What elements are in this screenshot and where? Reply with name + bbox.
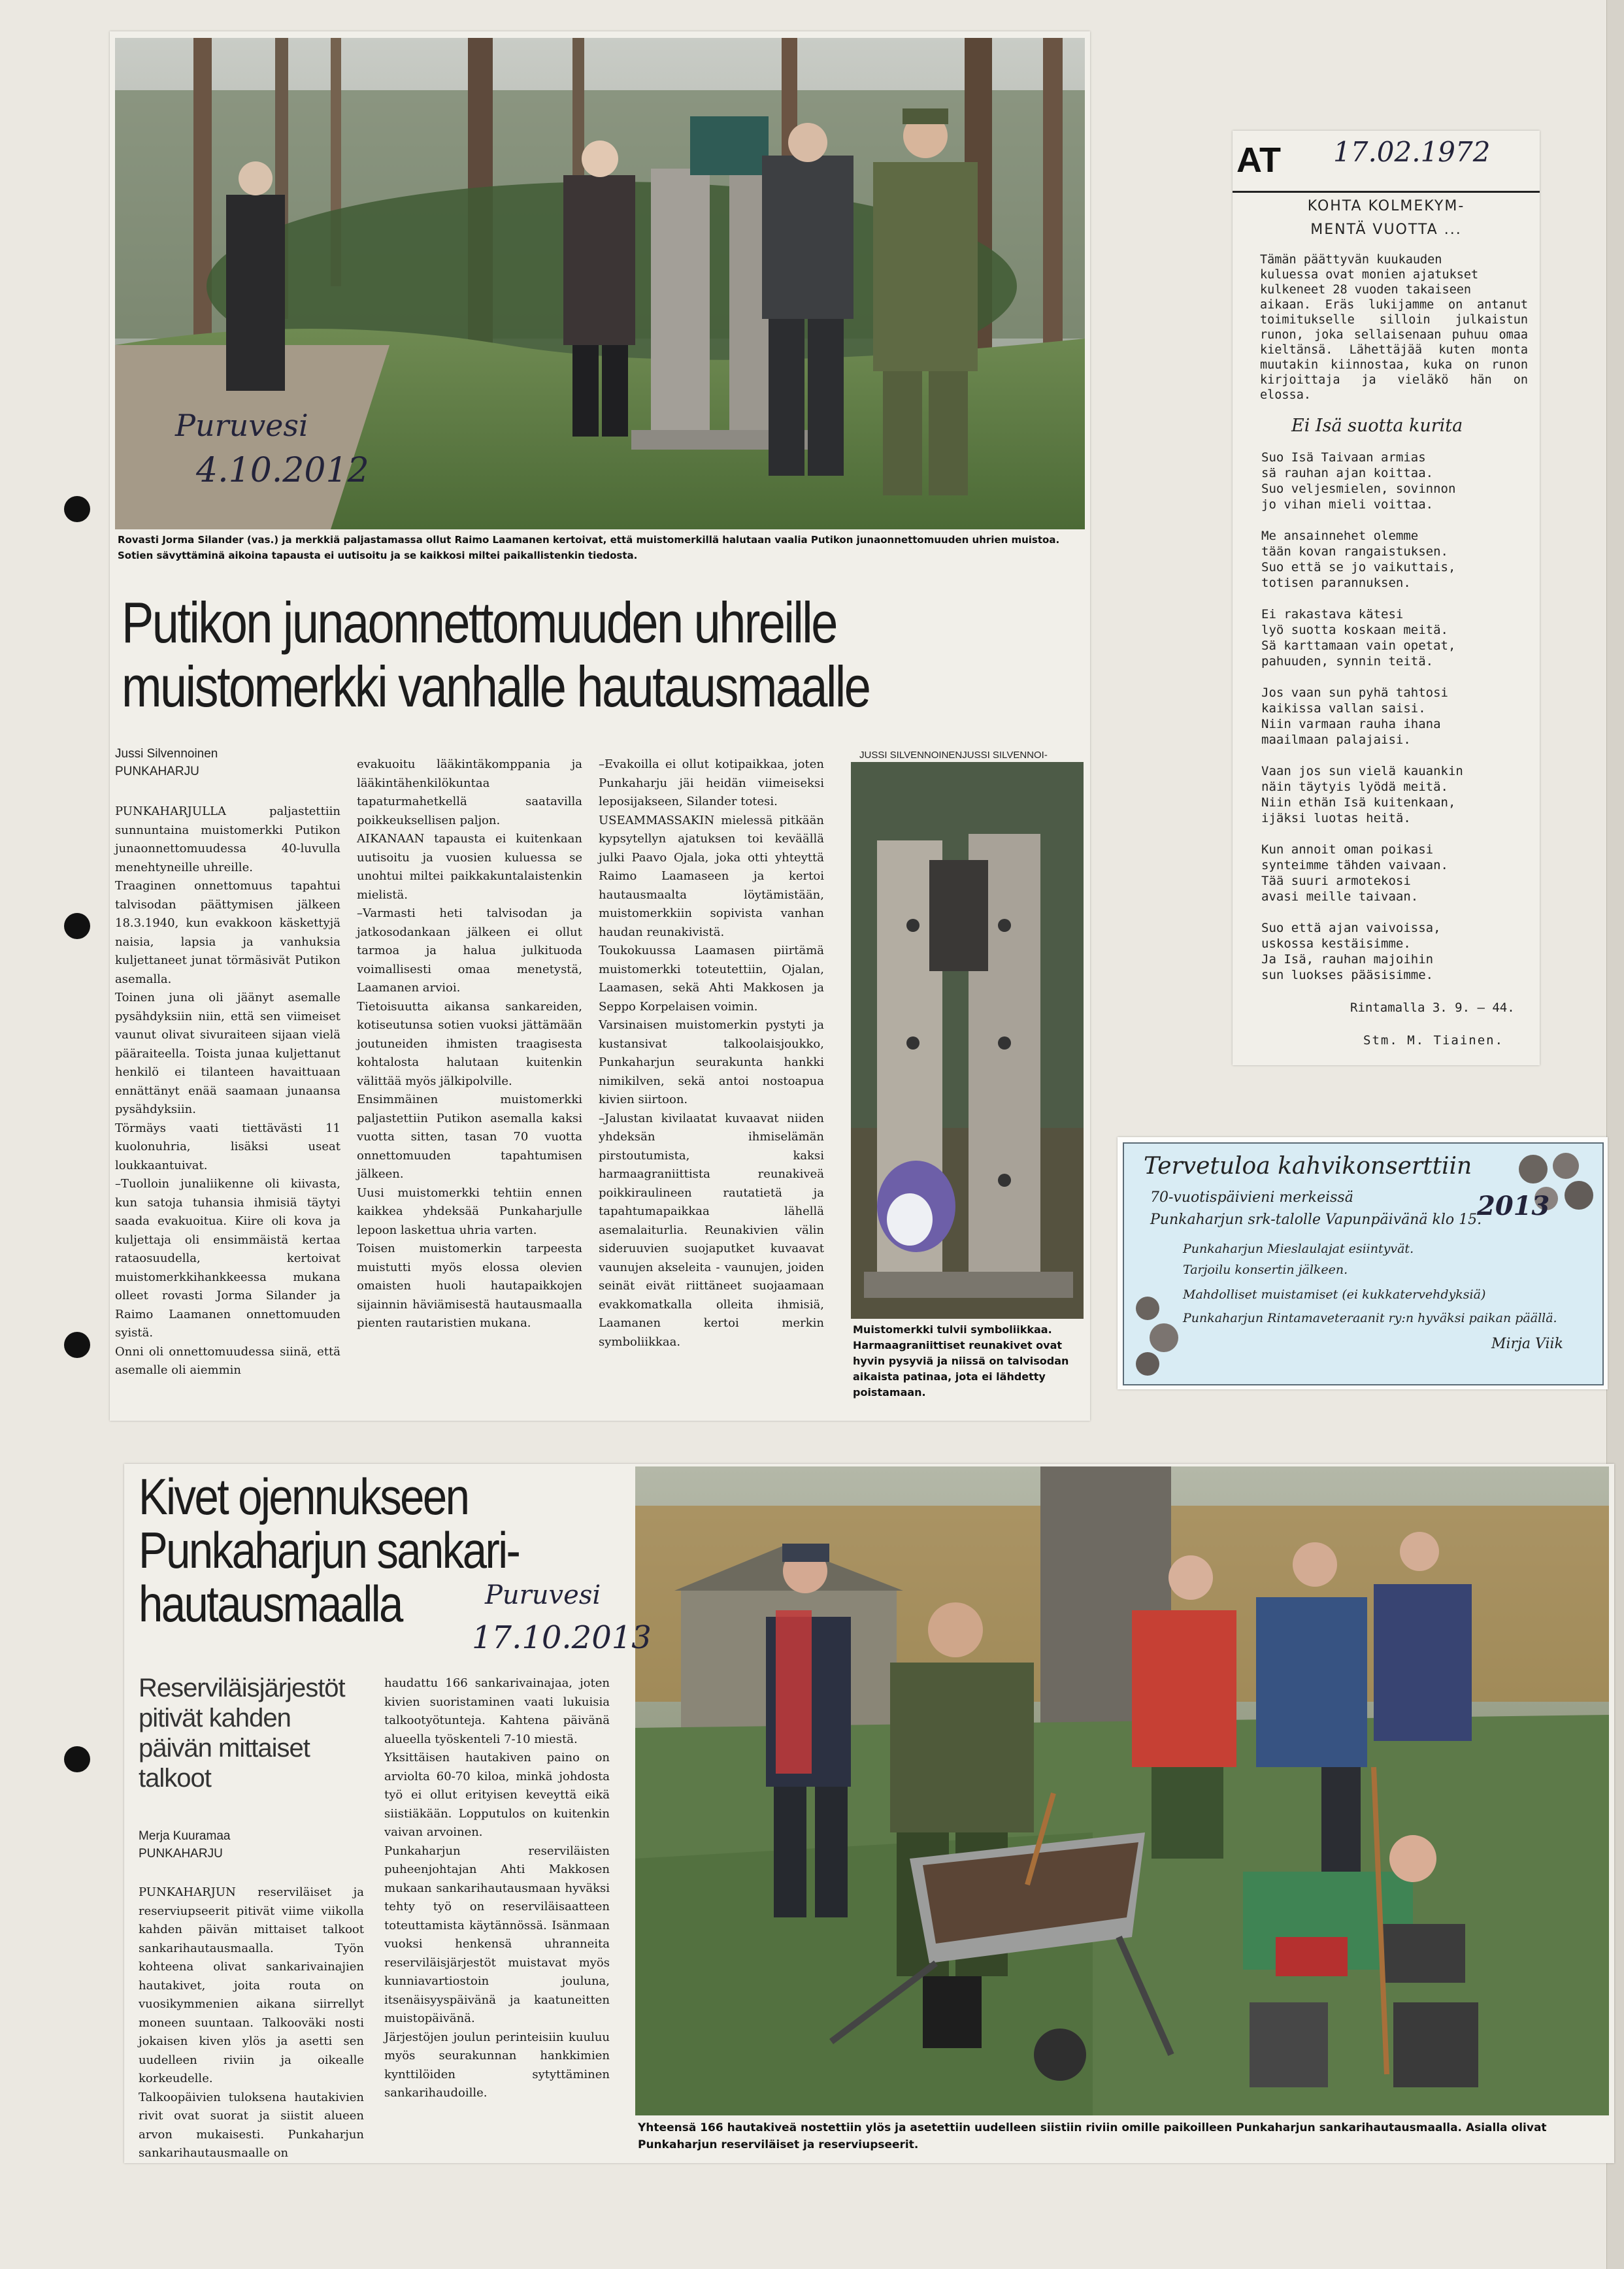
location: PUNKAHARJU xyxy=(139,1847,223,1861)
location: PUNKAHARJU xyxy=(115,765,199,778)
article2-column-2: haudattu 166 sankarivainajaa, joten kivien suoristaminen vaati lukuisia talkootyötunteja. Kahtena päivänä alueella työskenteli 7-10 miestä. Yksittäisen hautakiven paino on arviolta 60-70 kiloa, minkä johdosta työ ei ollut erityisen keveyttä eikä siistiäkään. Lopputulos on kuitenkin vaivan arvoinen. Punkaharjun reserviläisten puheenjohtajan Ahti Makkosen mukaan sankarihautausmaan hyväksi tehty työ on reserviläisaatteen toteuttamista käytännössä. Isänmaan vuoksi henkensä uhranneita reserviläisjärjestöt muistavat myös kunniavartiostoin jouluna, itsenäisyyspäivänä ja kaatuneitten muistopäivänä. Järjestöjen joulun perinteisiin kuuluu myös seurakunnan hankkimien kynttilöiden sytyttäminen sankarihaudoille. xyxy=(384,1676,610,2100)
author: Jussi Silvennoinen xyxy=(115,747,218,761)
side-photo-caption: Muistomerkki tulvii symboliikkaa. Harmaagraniittiset reunakivet ovat hyvin pysyviä ja niissä on talvisodan aikaista patinaa, jota ei lähdetty poistamaan. xyxy=(853,1323,1069,1399)
poem-title: Ei Isä suotta kurita xyxy=(1291,416,1463,436)
poem-stanza-7: Suo että ajan vaivoissa, uskossa kestäisimme. Ja Isä, rauhan majoihin sun luokses pääsisimme. xyxy=(1261,921,1441,982)
byline xyxy=(139,1827,230,1863)
card-line-6: Punkaharjun Rintamaveteraanit ry:n hyväksi paikan päällä. xyxy=(1183,1311,1557,1325)
article2-column-1: PUNKAHARJUN reserviläiset ja reserviupseerit pitivät viime viikolla kahden päivän mittaiset talkoot sankarihautausmaalla. Työn kohteena olivat sankarivainajien hautakivet, joita routa on vuosikymmenien aikana siirrellyt moneen suuntaan. Talkooväki nosti jokaisen kiven ylös ja asetti sen uudelleen riviin ja oikealle korkeudelle. Talkoopäivien tuloksena hautakivien rivit ovat suorat ja siistit alueen arvon mukaisesti. Punkaharjun sankarihautausmaalle on xyxy=(139,1885,364,2160)
headline2-line-1: Kivet ojennukseen xyxy=(139,1468,469,1525)
poem-clipping xyxy=(1233,131,1540,1065)
photo-image xyxy=(635,1466,1609,2115)
handwritten-date-1: 4.10.2012 xyxy=(196,451,369,490)
article-column-1: PUNKAHARJULLA paljastettiin sunnuntaina muistomerkki Putikon junaonnettomuudessa 40-luvulla menehtyneille uhreille. Traaginen onnettomuus tapahtui talvisodan päättymisen jälkeen 18.3.1940, kun evakkoon käskettyjä naisia, lapsia ja vanhuksia kuljettaneet junat törmäsivät Putikon asemalla. Toinen juna oli jäänyt asemalle pysähdyksiin niin, että sen viimeiset vaunut olivat sivuraiteen sijaan vielä pääraiteella. Toista junaa kuljettanut henkilö ei tilanteen havaittuaan ennättänyt enää saamaan junaansa pysähdyksiin. Törmäys vaati tiettävästi 11 kuolonuhria, lisäksi useat loukkaantuivat. –Tuolloin junaliikenne oli kiivasta, kun satoja tuhansia ihmisiä täytyi saada evakuoitua. Kiire oli kova ja kuljettaja oli ensimmäistä kertaa rataosuudella, kertoivat muistomerkkihankkeessa mukana olleet rovasti Jorma Silander ja Raimo Laamanen onnettomuuden syistä. Onni oli onnettomuudessa siinä, että asemalle oli aiemmin xyxy=(115,804,340,1377)
punch-hole xyxy=(64,1746,90,1772)
poem-signature: Stm. M. Tiainen. xyxy=(1363,1033,1504,1048)
newspaper-clipping-sankarihautausmaa xyxy=(124,1464,1614,2163)
punch-hole xyxy=(64,496,90,522)
handwritten-year-3: 2013 xyxy=(1477,1191,1550,1221)
poem-stanza-6: Kun annoit oman poikasi synteimme tähden vaivaan. Tää suuri armotekosi avasi meille taivaan. xyxy=(1261,842,1448,904)
photo-caption: Rovasti Jorma Silander (vas.) ja merkkiä paljastamassa ollut Raimo Laamanen kertoivat, että muistomerkillä halutaan vaalia Putikon junaonnettomuuden uhrien muistoa. Sotien sävyttäminä aikoina tapausta ei uutisoitu ja se kaikkosi miltei paikallistenkin tiedosta. xyxy=(118,534,1060,561)
photo2-caption: Yhteensä 166 hautakiveä nostettiin ylös ja asetettiin uudelleen siistiin riviin omille paikoilleen Punkaharjun sankarihautausmaalla. Asialla olivat Punkaharjun reserviläiset ja reserviupseerit. xyxy=(638,2121,1547,2151)
poem-heading xyxy=(1233,195,1540,242)
masthead: AT xyxy=(1236,141,1281,180)
card-line-2: Punkaharjun srk-talolle Vapunpäivänä klo 15. xyxy=(1150,1212,1482,1228)
card-title: Tervetuloa kahvikonserttiin xyxy=(1144,1153,1472,1180)
poem-heading-line-1: KOHTA KOLMEKYM- xyxy=(1307,198,1465,214)
photo-image xyxy=(851,762,1084,1319)
handwritten-source-1: Puruvesi xyxy=(175,408,308,443)
rose-decoration-icon xyxy=(1128,1289,1187,1380)
article-column-3: –Evakoilla ei ollut kotipaikkaa, joten Punkaharju jäi heidän viimeiseksi leposijakseen, Silander totesi. USEAMMASSAKIN mielessä pitkään kypsytellyn ajatuksen toi keväällä julki Paavo Ojala, joka otti yhteyttä Raimo Laamaseen ja kertoi hautausmaalta löytämistään, muistomerkkiin sopivista vanhan haudan reunakivistä. Toukokuussa Laamasen piirtämä muistomerkki toteutettiin, Ojalan, Laamasen, sekä Ahti Makkosen ja Seppo Korpelaisen voimin. Varsinaisen muistomerkin pystyti ja kustansivat talkoolaisjoukko, Punkaharjun seurakunta hankki nimikilven, sekä antoi nostoapua kivien siirtoon. –Jalustan kivilaatat kuvaavat niiden yhdeksän ihmiselämän pirstoutumista, kaksi harmaagraniittista reunakiveä poikkiraulineen rautatietä ja tapahtumapaikkaa lähellä asemalaiturlia. Reunakivien välin sideruuvien suojaputket kuvaavat vaunujen akseleita - vaunujen, joiden seinät eivät riittäneet suojaamaan evakkomatkalla olleita ihmisiä, Laamanen kertoi merkin symboliikkaa. xyxy=(599,757,824,1349)
card-line-4: Tarjoilu konsertin jälkeen. xyxy=(1183,1263,1348,1277)
headline2-line-2: Punkaharjun sankari- xyxy=(139,1521,520,1579)
card-signature: Mirja Viik xyxy=(1491,1336,1563,1352)
newspaper-clipping-putikko xyxy=(110,31,1090,1421)
headline-line-1: Putikon junaonnettomuuden uhreille xyxy=(122,590,837,655)
handwritten-source-3: Puruvesi xyxy=(485,1580,601,1610)
handwritten-date-3: 17.10.2013 xyxy=(472,1619,652,1656)
byline xyxy=(115,745,218,780)
poem-stanza-5: Vaan jos sun vielä kauankin näin täytyis lyödä meitä. Niin ethän Isä kuitenkaan, ijäksi luotas heitä. xyxy=(1261,764,1463,825)
subheading: Reserviläisjärjestöt pitivät kahden päivän mittaiset talkoot xyxy=(139,1674,345,1793)
card-frame xyxy=(1123,1142,1604,1385)
memorial-stone-photo xyxy=(851,762,1084,1319)
poem-stanza-1: Suo Isä Taivaan armias sä rauhan ajan koittaa. Suo veljesmielen, sovinnon jo vihan mieli voittaa. xyxy=(1261,450,1456,512)
handwritten-date-2: 17.02.1972 xyxy=(1333,136,1491,168)
volunteers-lifting-stones-photo xyxy=(635,1466,1609,2115)
headline2-line-3: hautausmaalla xyxy=(139,1575,402,1632)
poem-stanza-3: Ei rakastava kätesi lyö suotta koskaan meitä. Sä karttamaan vain opetat, pahuuden, synnin teitä. xyxy=(1261,607,1456,669)
poem-intro: Tämän päättyvän kuukauden kuluessa ovat monien ajatukset kulkeneet 28 vuoden takaiseen aikaan. Eräs lukijamme on antanut toimitukselle silloin julkaistun runon, joka sellaisenaan puhuu omaa kieltänsä. Lähettäjää kuten monta muutakin kiinnostaa, kuka on runon kirjoittaja ja vieläkö hän on elossa. xyxy=(1260,253,1528,402)
author: Merja Kuuramaa xyxy=(139,1829,231,1843)
concert-invitation-card xyxy=(1118,1137,1608,1389)
card-line-3: Punkaharjun Mieslaulajat esiintyvät. xyxy=(1183,1242,1414,1256)
card-line-1: 70-vuotispäivieni merkeissä xyxy=(1150,1189,1353,1206)
poem-place-date: Rintamalla 3. 9. — 44. xyxy=(1350,1001,1515,1015)
poem-stanza-4: Jos vaan sun pyhä tahtosi kaikissa vallan saisi. Niin varmaan rauha ihana maailmaan palajaisi. xyxy=(1261,686,1448,747)
poem-stanza-2: Me ansainnehet olemme tään kovan rangaistuksen. Suo että se jo vaikuttais, totisen parannuksen. xyxy=(1261,529,1456,590)
card-line-5: Mahdolliset muistamiset (ei kukkatervehdyksiä) xyxy=(1183,1287,1486,1302)
punch-hole xyxy=(64,1332,90,1358)
photo-credit: JUSSI SILVENNOINENJUSSI SILVENNOI- xyxy=(859,750,1048,761)
article-column-2: evakuoitu lääkintäkomppania ja lääkintähenkilökuntaa tapaturmahetkellä saatavilla poikkeuksellisen paljon. AIKANAAN tapausta ei kuitenkaan uutisoitu ja vuosien kuluessa se unohtui miltei paikkakuntalaistenkin mielistä. –Varmasti heti talvisodan ja jatkosodankaan jälkeen ei ollut tarmoa ja halua julkituoda voimallisesti omaa menetystä, Laamanen arvioi. Tietoisuutta aikansa sankareiden, kotiseutunsa sotien vuoksi jättämään joutuneiden ihmisten traagisesta kohtalosta halutaan kuitenkin välittää myös jälkipolville. Ensimmäinen muistomerkki paljastettiin Putikon asemalla kaksi vuotta sitten, tasan 70 vuotta onnettomuuden tapahtumisen jälkeen. Uusi muistomerkki tehtiin ennen kaikkea yhdeksää Punkaharjulle lepoon laskettua uhria varten. Toisen muistomerkin tarpeesta muistutti myös elossa olevien omaisten huoli hautapaikkojen sijainnin häviämisestä hautausmaalla pienten rautaristien mukana. xyxy=(357,757,582,1330)
headline-line-2: muistomerkki vanhalle hautausmaalle xyxy=(122,654,870,719)
poem-heading-line-2: MENTÄ VUOTTA ... xyxy=(1310,222,1462,238)
punch-hole xyxy=(64,913,90,939)
